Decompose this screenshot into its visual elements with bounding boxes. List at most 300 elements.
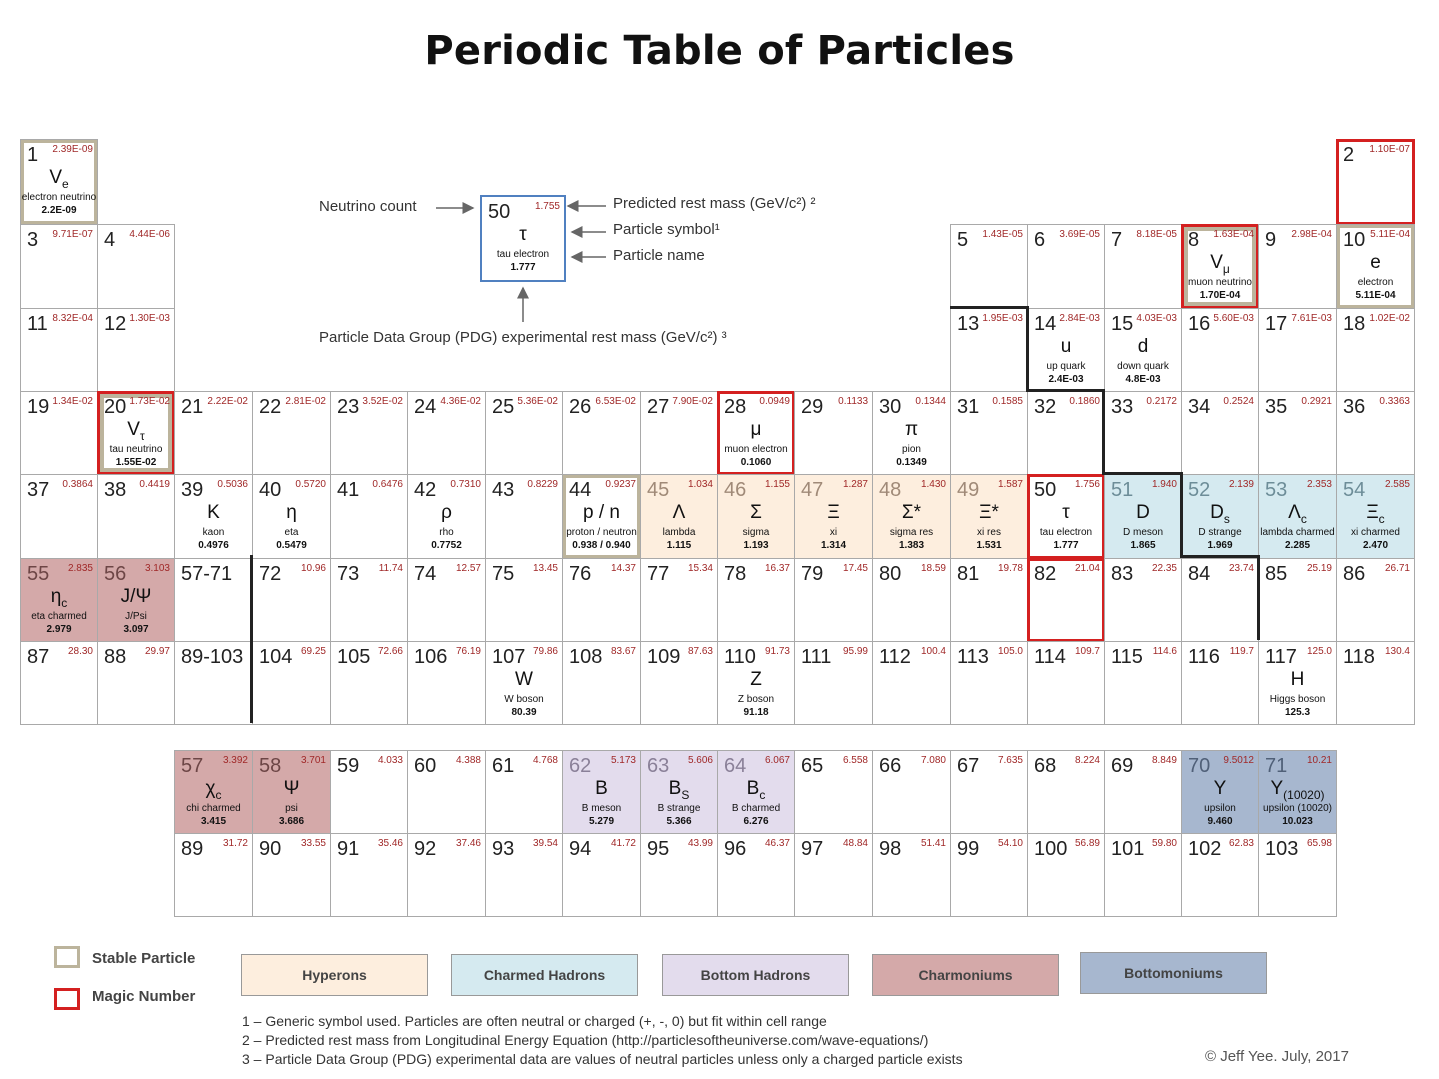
cell-symbol-main: Λ bbox=[1288, 502, 1301, 523]
cell-number: 95 bbox=[647, 838, 670, 860]
cell-predicted-mass: 16.37 bbox=[764, 563, 790, 574]
cell-pdg-mass: 5.279 bbox=[588, 816, 615, 827]
cell-symbol-main: V bbox=[49, 167, 62, 188]
cell-predicted-mass: 100.4 bbox=[920, 646, 946, 657]
boundary-line bbox=[950, 306, 1028, 309]
boundary-line bbox=[1102, 472, 1182, 475]
cell-number: 38 bbox=[104, 479, 127, 501]
cell-predicted-mass: 41.72 bbox=[610, 838, 636, 849]
cell-predicted-mass: 3.69E-05 bbox=[1059, 229, 1100, 240]
cell-number: 98 bbox=[879, 838, 902, 860]
particle-cell-96 bbox=[717, 833, 795, 917]
particle-cell-53 bbox=[1258, 474, 1337, 559]
cell-predicted-mass: 18.59 bbox=[920, 563, 946, 574]
cell-predicted-mass: 3.701 bbox=[300, 755, 326, 766]
cell-predicted-mass: 13.45 bbox=[532, 563, 558, 574]
particle-cell-13 bbox=[950, 308, 1028, 392]
cell-symbol-main: J/Ψ bbox=[120, 586, 152, 607]
key-name-label: Particle name bbox=[613, 247, 705, 264]
particle-cell-66 bbox=[872, 750, 951, 834]
cell-predicted-mass: 0.8229 bbox=[527, 479, 558, 490]
cell-number: 36 bbox=[1343, 396, 1366, 418]
cell-particle-name: J/Psi bbox=[125, 611, 147, 622]
particle-cell-89 bbox=[174, 833, 253, 917]
particle-cell-16 bbox=[1181, 308, 1259, 392]
cell-predicted-mass: 83.67 bbox=[610, 646, 636, 657]
cell-number: 107 bbox=[492, 646, 526, 668]
cell-symbol bbox=[1182, 779, 1258, 799]
cell-number: 100 bbox=[1034, 838, 1068, 860]
cell-predicted-mass: 7.080 bbox=[920, 755, 946, 766]
cell-symbol bbox=[1182, 503, 1258, 529]
particle-cell-106 bbox=[407, 641, 486, 725]
particle-cell-90 bbox=[252, 833, 331, 917]
cell-predicted-mass: 114.6 bbox=[1152, 646, 1177, 657]
cell-number: 96 bbox=[724, 838, 747, 860]
cell-number: 80 bbox=[879, 563, 902, 585]
particle-cell-46 bbox=[717, 474, 795, 559]
cell-symbol-main: χ bbox=[205, 778, 216, 799]
particle-cell-11 bbox=[20, 308, 98, 392]
particle-cell-67 bbox=[950, 750, 1028, 834]
cell-number: 29 bbox=[801, 396, 824, 418]
particle-cell-47 bbox=[794, 474, 873, 559]
cell-symbol-subscript: c bbox=[759, 787, 766, 802]
cell-number: 87 bbox=[27, 646, 50, 668]
cell-symbol-main: p / n bbox=[583, 502, 620, 523]
particle-cell-5 bbox=[950, 224, 1028, 309]
cell-number: 8 bbox=[1188, 229, 1200, 251]
cell-symbol-subscript: τ bbox=[139, 428, 145, 443]
boundary-line bbox=[1102, 389, 1105, 474]
cell-symbol-main: u bbox=[1060, 336, 1072, 357]
cell-pdg-mass: 10.023 bbox=[1282, 816, 1313, 827]
cell-symbol bbox=[21, 168, 97, 194]
cell-pdg-mass: 3.415 bbox=[200, 816, 227, 827]
key-neutrino-count-label: Neutrino count bbox=[319, 198, 417, 215]
particle-cell-36 bbox=[1336, 391, 1415, 475]
cell-predicted-mass: 1.034 bbox=[687, 479, 713, 490]
key-example-symbol: τ bbox=[519, 224, 527, 245]
cell-number: 57-71 bbox=[181, 563, 233, 585]
particle-cell-68 bbox=[1027, 750, 1105, 834]
cell-predicted-mass: 46.37 bbox=[764, 838, 790, 849]
particle-cell-54 bbox=[1336, 474, 1415, 559]
key-example-name: tau electron bbox=[496, 249, 550, 260]
particle-cell-38 bbox=[97, 474, 175, 559]
cell-pdg-mass: 4.8E-03 bbox=[1125, 374, 1161, 385]
cell-number: 22 bbox=[259, 396, 282, 418]
particle-cell-112 bbox=[872, 641, 951, 725]
cell-predicted-mass: 4.03E-03 bbox=[1136, 313, 1177, 324]
particle-cell-30 bbox=[872, 391, 951, 475]
legend-charmed-hadrons: Charmed Hadrons bbox=[451, 954, 638, 996]
cell-number: 89 bbox=[181, 838, 204, 860]
cell-symbol-main: V bbox=[1210, 252, 1223, 273]
key-symbol-label: Particle symbol¹ bbox=[613, 221, 720, 238]
particle-cell-43 bbox=[485, 474, 563, 559]
cell-number: 69 bbox=[1111, 755, 1134, 777]
particle-cell-17 bbox=[1258, 308, 1337, 392]
particle-cell-118 bbox=[1336, 641, 1415, 725]
cell-predicted-mass: 2.81E-02 bbox=[285, 396, 326, 407]
cell-predicted-mass: 5.36E-02 bbox=[517, 396, 558, 407]
boundary-line bbox=[1026, 306, 1029, 391]
cell-symbol-main: d bbox=[1137, 336, 1149, 357]
cell-pdg-mass: 1.55E-02 bbox=[115, 457, 157, 468]
cell-predicted-mass: 39.54 bbox=[532, 838, 558, 849]
cell-number: 26 bbox=[569, 396, 592, 418]
cell-number: 82 bbox=[1034, 563, 1057, 585]
cell-predicted-mass: 12.57 bbox=[455, 563, 481, 574]
cell-predicted-mass: 5.606 bbox=[687, 755, 713, 766]
cell-number: 84 bbox=[1188, 563, 1211, 585]
particle-cell-56 bbox=[97, 558, 175, 642]
cell-symbol bbox=[1182, 253, 1258, 279]
cell-predicted-mass: 3.392 bbox=[222, 755, 248, 766]
cell-symbol-main: K bbox=[207, 502, 220, 523]
cell-number: 23 bbox=[337, 396, 360, 418]
cell-predicted-mass: 0.7310 bbox=[450, 479, 481, 490]
cell-predicted-mass: 8.849 bbox=[1151, 755, 1177, 766]
cell-number: 21 bbox=[181, 396, 204, 418]
cell-predicted-mass: 9.5012 bbox=[1223, 755, 1254, 766]
cell-symbol-main: π bbox=[904, 419, 919, 440]
cell-number: 88 bbox=[104, 646, 127, 668]
particle-cell-89-103 bbox=[174, 641, 253, 725]
cell-symbol bbox=[641, 779, 717, 805]
particle-cell-58 bbox=[252, 750, 331, 834]
cell-symbol bbox=[175, 503, 252, 523]
cell-number: 40 bbox=[259, 479, 282, 501]
cell-symbol-main: Υ bbox=[1270, 778, 1284, 799]
cell-particle-name: eta charmed bbox=[31, 611, 87, 622]
cell-predicted-mass: 5.173 bbox=[610, 755, 636, 766]
cell-pdg-mass: 125.3 bbox=[1284, 707, 1311, 718]
particle-cell-84 bbox=[1181, 558, 1259, 642]
particle-cell-4 bbox=[97, 224, 175, 309]
cell-number: 39 bbox=[181, 479, 204, 501]
cell-predicted-mass: 8.224 bbox=[1074, 755, 1100, 766]
cell-number: 33 bbox=[1111, 396, 1134, 418]
cell-predicted-mass: 6.558 bbox=[842, 755, 868, 766]
cell-predicted-mass: 19.78 bbox=[997, 563, 1023, 574]
cell-number: 43 bbox=[492, 479, 515, 501]
cell-number: 97 bbox=[801, 838, 824, 860]
cell-number: 111 bbox=[801, 646, 832, 668]
cell-number: 89-103 bbox=[181, 646, 244, 668]
cell-number: 109 bbox=[647, 646, 681, 668]
cell-symbol-main: τ bbox=[1062, 502, 1070, 523]
cell-number: 63 bbox=[647, 755, 670, 777]
particle-cell-87 bbox=[20, 641, 98, 725]
cell-predicted-mass: 119.7 bbox=[1229, 646, 1254, 657]
cell-number: 42 bbox=[414, 479, 437, 501]
cell-particle-name: upsilon bbox=[1204, 803, 1236, 814]
particle-cell-113 bbox=[950, 641, 1028, 725]
particle-cell-98 bbox=[872, 833, 951, 917]
particle-cell-80 bbox=[872, 558, 951, 642]
cell-symbol bbox=[563, 779, 640, 799]
particle-cell-32 bbox=[1027, 391, 1105, 475]
particle-cell-9 bbox=[1258, 224, 1337, 309]
key-example-pdg: 1.777 bbox=[510, 262, 536, 273]
cell-predicted-mass: 22.35 bbox=[1151, 563, 1177, 574]
cell-number: 35 bbox=[1265, 396, 1288, 418]
cell-number: 27 bbox=[647, 396, 670, 418]
cell-number: 4 bbox=[104, 229, 116, 251]
cell-number: 25 bbox=[492, 396, 515, 418]
cell-particle-name: Z boson bbox=[737, 694, 775, 705]
particle-cell-28 bbox=[717, 391, 795, 475]
cell-symbol bbox=[1337, 253, 1414, 273]
cell-number: 75 bbox=[492, 563, 515, 585]
cell-particle-name: xi bbox=[829, 527, 838, 538]
stable-swatch bbox=[54, 946, 80, 968]
cell-number: 83 bbox=[1111, 563, 1134, 585]
cell-predicted-mass: 5.60E-03 bbox=[1213, 313, 1254, 324]
particle-cell-91 bbox=[330, 833, 408, 917]
cell-predicted-mass: 1.287 bbox=[842, 479, 868, 490]
cell-predicted-mass: 1.430 bbox=[920, 479, 946, 490]
cell-predicted-mass: 1.43E-05 bbox=[982, 229, 1023, 240]
cell-number: 45 bbox=[647, 479, 670, 501]
cell-number: 2 bbox=[1343, 144, 1355, 166]
cell-symbol bbox=[1259, 503, 1336, 529]
cell-predicted-mass: 125.0 bbox=[1306, 646, 1332, 657]
particle-cell-105 bbox=[330, 641, 408, 725]
cell-particle-name: sigma bbox=[742, 527, 770, 538]
cell-symbol bbox=[718, 503, 794, 523]
cell-number: 30 bbox=[879, 396, 902, 418]
cell-number: 56 bbox=[104, 563, 127, 585]
particle-cell-26 bbox=[562, 391, 641, 475]
cell-number: 79 bbox=[801, 563, 824, 585]
particle-cell-22 bbox=[252, 391, 331, 475]
cell-symbol-main: B bbox=[668, 778, 682, 799]
cell-number: 15 bbox=[1111, 313, 1134, 335]
cell-number: 106 bbox=[414, 646, 448, 668]
cell-symbol-main: e bbox=[1370, 252, 1381, 273]
particle-cell-41 bbox=[330, 474, 408, 559]
cell-number: 51 bbox=[1111, 479, 1134, 501]
cell-number: 72 bbox=[259, 563, 282, 585]
cell-number: 64 bbox=[724, 755, 747, 777]
cell-predicted-mass: 109.7 bbox=[1074, 646, 1100, 657]
cell-particle-name: sigma res bbox=[889, 527, 934, 538]
particle-cell-20 bbox=[97, 391, 175, 475]
particle-cell-72 bbox=[252, 558, 331, 642]
magic-legend-label: Magic Number bbox=[92, 988, 196, 1005]
cell-number: 67 bbox=[957, 755, 980, 777]
cell-predicted-mass: 1.73E-02 bbox=[129, 396, 170, 407]
legend-bottom-hadrons: Bottom Hadrons bbox=[662, 954, 849, 996]
cell-number: 101 bbox=[1111, 838, 1145, 860]
cell-number: 54 bbox=[1343, 479, 1366, 501]
particle-cell-102 bbox=[1181, 833, 1259, 917]
cell-symbol bbox=[951, 503, 1027, 523]
cell-pdg-mass: 80.39 bbox=[511, 707, 537, 718]
cell-number: 52 bbox=[1188, 479, 1211, 501]
cell-pdg-mass: 1.531 bbox=[976, 540, 1002, 551]
particle-cell-110 bbox=[717, 641, 795, 725]
particle-cell-39 bbox=[174, 474, 253, 559]
cell-predicted-mass: 0.2172 bbox=[1146, 396, 1177, 407]
cell-predicted-mass: 1.10E-07 bbox=[1369, 144, 1410, 155]
cell-predicted-mass: 17.45 bbox=[842, 563, 868, 574]
cell-pdg-mass: 1.314 bbox=[820, 540, 847, 551]
cell-number: 118 bbox=[1343, 646, 1375, 668]
legend-charmoniums: Charmoniums bbox=[872, 954, 1059, 996]
page-title: Periodic Table of Particles bbox=[424, 28, 1015, 74]
particle-cell-95 bbox=[640, 833, 718, 917]
cell-particle-name: pion bbox=[902, 444, 921, 455]
cell-predicted-mass: 35.46 bbox=[377, 838, 403, 849]
cell-pdg-mass: 6.276 bbox=[743, 816, 769, 827]
cell-particle-name: W boson bbox=[504, 694, 544, 705]
cell-symbol-main: W bbox=[515, 669, 533, 690]
cell-predicted-mass: 7.61E-03 bbox=[1291, 313, 1332, 324]
cell-number: 85 bbox=[1265, 563, 1288, 585]
boundary-line bbox=[1257, 555, 1260, 640]
cell-particle-name: proton / neutron bbox=[566, 527, 637, 538]
cell-symbol bbox=[1028, 337, 1104, 357]
cell-number: 41 bbox=[337, 479, 360, 501]
boundary-line bbox=[1180, 472, 1183, 557]
cell-pdg-mass: 2.285 bbox=[1284, 540, 1311, 551]
cell-symbol-subscript: μ bbox=[1222, 261, 1230, 276]
particle-cell-65 bbox=[794, 750, 873, 834]
cell-predicted-mass: 4.36E-02 bbox=[440, 396, 481, 407]
cell-predicted-mass: 4.033 bbox=[377, 755, 403, 766]
cell-pdg-mass: 1.383 bbox=[898, 540, 925, 551]
particle-cell-104 bbox=[252, 641, 331, 725]
cell-particle-name: up quark bbox=[1046, 361, 1086, 372]
cell-predicted-mass: 2.39E-09 bbox=[52, 144, 93, 155]
cell-symbol bbox=[1028, 503, 1104, 523]
cell-predicted-mass: 5.11E-04 bbox=[1370, 229, 1410, 240]
boundary-line bbox=[1180, 555, 1260, 558]
cell-particle-name: muon electron bbox=[724, 444, 788, 455]
cell-number: 55 bbox=[27, 563, 50, 585]
cell-number: 18 bbox=[1343, 313, 1366, 335]
cell-number: 114 bbox=[1034, 646, 1066, 668]
cell-predicted-mass: 1.63E-04 bbox=[1213, 229, 1254, 240]
stable-legend-label: Stable Particle bbox=[92, 950, 196, 967]
cell-number: 93 bbox=[492, 838, 515, 860]
cell-symbol-subscript: e bbox=[62, 176, 69, 191]
cell-particle-name: D meson bbox=[1122, 527, 1163, 538]
particle-cell-37 bbox=[20, 474, 98, 559]
cell-number: 66 bbox=[879, 755, 902, 777]
cell-predicted-mass: 23.74 bbox=[1228, 563, 1254, 574]
cell-pdg-mass: 9.460 bbox=[1207, 816, 1233, 827]
cell-symbol bbox=[1259, 670, 1336, 690]
cell-number: 74 bbox=[414, 563, 437, 585]
cell-number: 104 bbox=[259, 646, 293, 668]
particle-cell-33 bbox=[1104, 391, 1182, 475]
cell-predicted-mass: 28.30 bbox=[67, 646, 93, 657]
cell-predicted-mass: 4.768 bbox=[532, 755, 558, 766]
cell-predicted-mass: 7.635 bbox=[997, 755, 1023, 766]
cell-symbol bbox=[486, 670, 562, 690]
copyright: © Jeff Yee. July, 2017 bbox=[1205, 1048, 1349, 1065]
particle-cell-79 bbox=[794, 558, 873, 642]
cell-predicted-mass: 95.99 bbox=[842, 646, 868, 657]
cell-predicted-mass: 1.756 bbox=[1074, 479, 1100, 490]
cell-number: 49 bbox=[957, 479, 980, 501]
cell-number: 57 bbox=[181, 755, 204, 777]
cell-number: 65 bbox=[801, 755, 824, 777]
particle-cell-2 bbox=[1336, 139, 1415, 225]
particle-cell-70 bbox=[1181, 750, 1259, 834]
cell-predicted-mass: 62.83 bbox=[1228, 838, 1254, 849]
cell-predicted-mass: 2.353 bbox=[1306, 479, 1332, 490]
cell-number: 90 bbox=[259, 838, 282, 860]
particle-cell-52 bbox=[1181, 474, 1259, 559]
cell-number: 91 bbox=[337, 838, 360, 860]
cell-pdg-mass: 0.5479 bbox=[276, 540, 307, 551]
cell-particle-name: muon neutrino bbox=[1188, 277, 1252, 288]
cell-predicted-mass: 29.97 bbox=[144, 646, 170, 657]
cell-predicted-mass: 0.3363 bbox=[1379, 396, 1410, 407]
cell-number: 115 bbox=[1111, 646, 1143, 668]
cell-predicted-mass: 3.52E-02 bbox=[362, 396, 403, 407]
cell-symbol-main: B bbox=[595, 778, 608, 799]
particle-cell-94 bbox=[562, 833, 641, 917]
particle-cell-34 bbox=[1181, 391, 1259, 475]
cell-number: 12 bbox=[104, 313, 127, 335]
particle-cell-81 bbox=[950, 558, 1028, 642]
cell-predicted-mass: 51.41 bbox=[920, 838, 946, 849]
particle-cell-92 bbox=[407, 833, 486, 917]
cell-number: 3 bbox=[27, 229, 39, 251]
cell-number: 70 bbox=[1188, 755, 1211, 777]
boundary-line bbox=[1026, 389, 1104, 392]
cell-number: 59 bbox=[337, 755, 360, 777]
particle-cell-44 bbox=[562, 474, 641, 559]
cell-predicted-mass: 3.103 bbox=[144, 563, 170, 574]
cell-symbol-subscript: S bbox=[681, 787, 690, 802]
cell-particle-name: D strange bbox=[1198, 527, 1242, 538]
cell-symbol bbox=[718, 420, 794, 440]
particle-cell-109 bbox=[640, 641, 718, 725]
particle-cell-48 bbox=[872, 474, 951, 559]
particle-cell-77 bbox=[640, 558, 718, 642]
cell-symbol bbox=[253, 779, 330, 799]
cell-particle-name: tau neutrino bbox=[109, 444, 163, 455]
cell-number: 14 bbox=[1034, 313, 1057, 335]
cell-particle-name: rho bbox=[439, 527, 454, 538]
cell-predicted-mass: 0.6476 bbox=[372, 479, 403, 490]
cell-predicted-mass: 130.4 bbox=[1384, 646, 1410, 657]
cell-symbol-main: V bbox=[127, 419, 140, 440]
particle-cell-3 bbox=[20, 224, 98, 309]
particle-cell-111 bbox=[794, 641, 873, 725]
cell-symbol-subscript: c bbox=[61, 595, 68, 610]
particle-cell-1 bbox=[20, 139, 98, 225]
particle-cell-82 bbox=[1027, 558, 1105, 642]
cell-predicted-mass: 59.80 bbox=[1151, 838, 1177, 849]
cell-predicted-mass: 8.32E-04 bbox=[52, 313, 93, 324]
cell-predicted-mass: 0.1133 bbox=[838, 396, 868, 407]
cell-predicted-mass: 21.04 bbox=[1074, 563, 1100, 574]
cell-pdg-mass: 5.11E-04 bbox=[1355, 290, 1396, 301]
cell-pdg-mass: 5.366 bbox=[666, 816, 692, 827]
cell-predicted-mass: 0.0949 bbox=[759, 396, 790, 407]
cell-number: 117 bbox=[1265, 646, 1297, 668]
particle-cell-115 bbox=[1104, 641, 1182, 725]
